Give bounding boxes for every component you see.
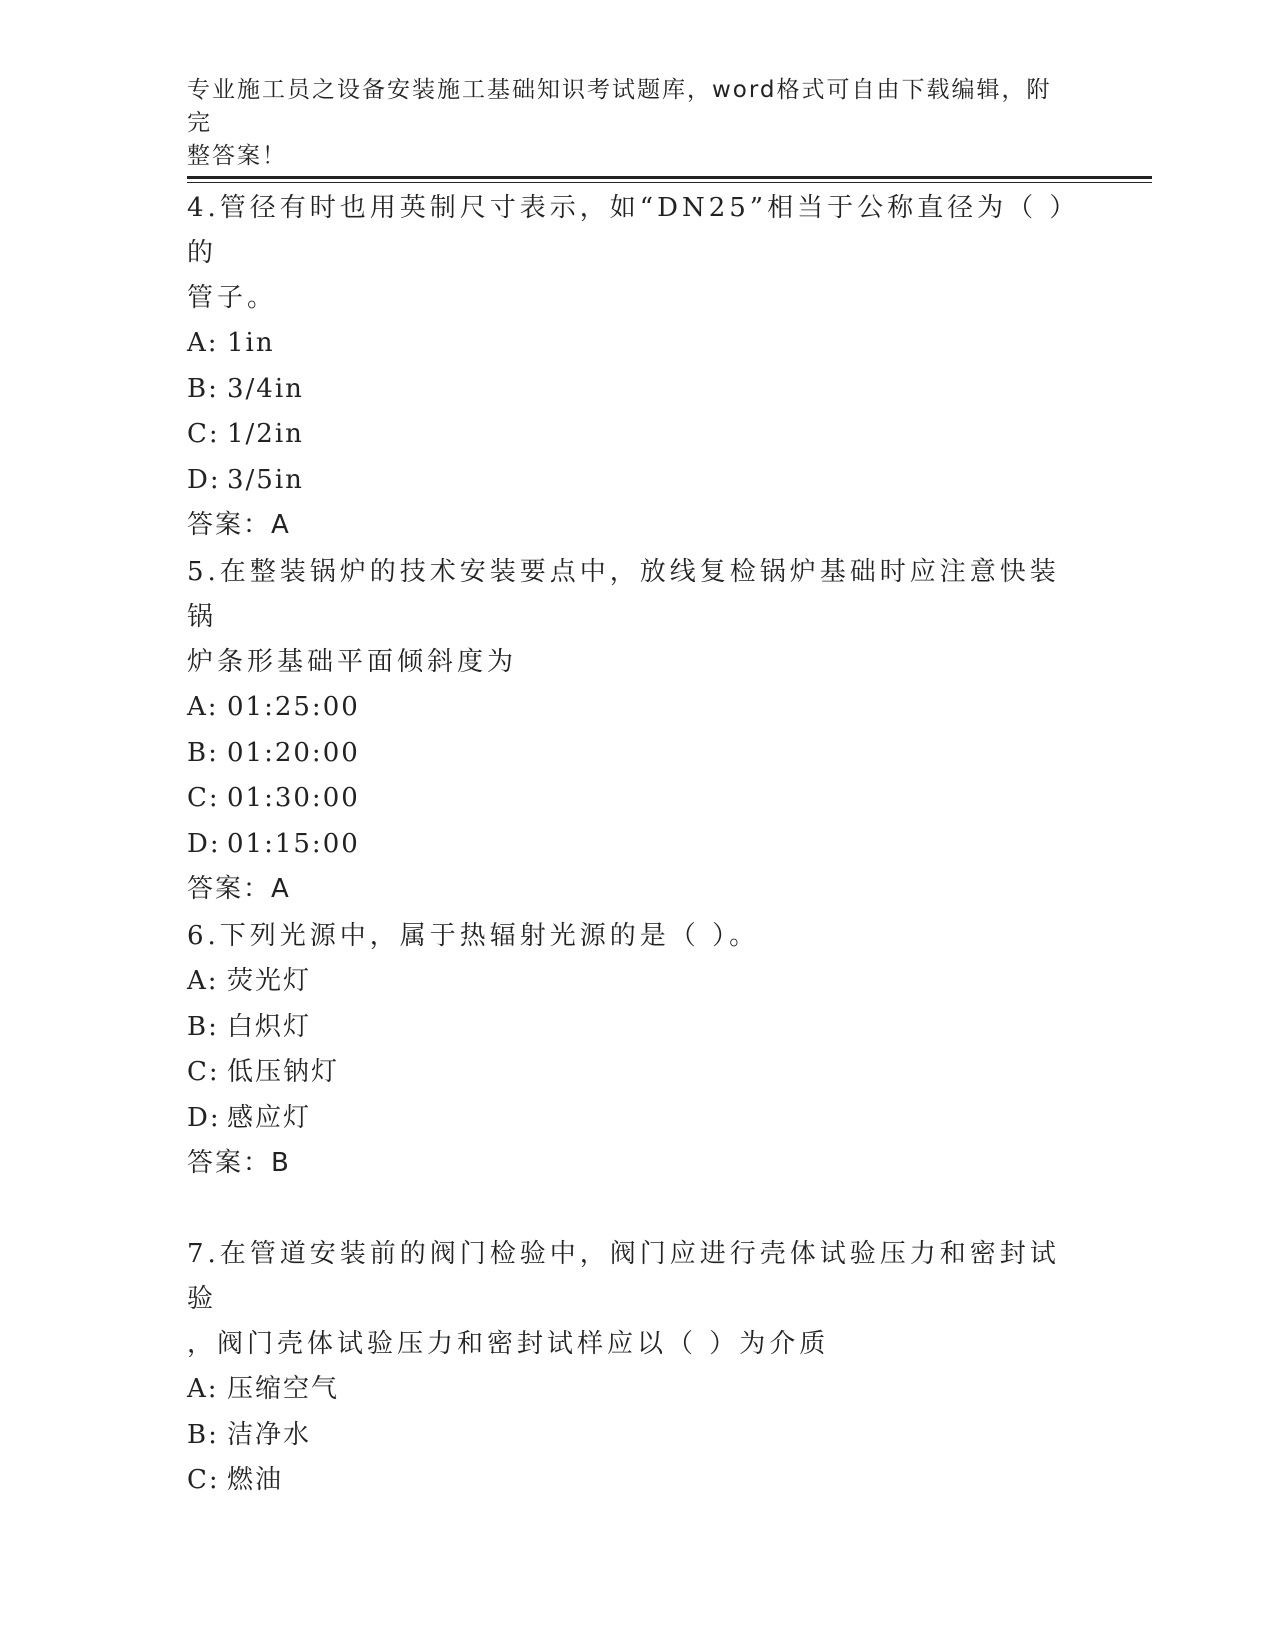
option-key: A: <box>187 1374 219 1404</box>
option-key: D: <box>187 828 221 859</box>
answer-line: 答案：A <box>187 510 291 540</box>
option-text: 白炽灯 <box>227 1011 312 1042</box>
option-c <box>187 776 1087 822</box>
option-b <box>187 731 1087 777</box>
header-divider-thick <box>187 176 1152 179</box>
question-stem-line-1: 4.管径有时也用英制尺寸表示，如“DN25”相当于公称直径为（ ）的 <box>187 193 1080 268</box>
option-key: B: <box>187 737 219 768</box>
option-d <box>187 1096 1087 1142</box>
option-d <box>187 822 1087 868</box>
question-7 <box>187 1232 1087 1504</box>
option-key: C: <box>187 1465 220 1495</box>
question-stem-line-2: 炉条形基础平面倾斜度为 <box>187 647 518 677</box>
option-text: 压缩空气 <box>227 1374 340 1404</box>
option-b <box>187 367 1087 413</box>
option-text: 1/2in <box>227 419 304 449</box>
option-key: C: <box>187 783 220 813</box>
option-key: A: <box>187 692 219 722</box>
header-title-line-1: 专业施工员之设备安装施工基础知识考试题库，word格式可自由下载编辑，附完 <box>187 77 1052 136</box>
option-text: 3/4in <box>227 373 304 404</box>
option-a <box>187 685 1087 731</box>
option-key: A: <box>187 328 219 358</box>
option-c <box>187 1458 1087 1504</box>
option-text: 低压钠灯 <box>227 1057 340 1087</box>
option-key: B: <box>187 1011 219 1042</box>
option-text: 感应灯 <box>227 1102 312 1133</box>
option-text: 1in <box>227 328 275 358</box>
question-4 <box>187 186 1087 548</box>
question-stem-line-1: 7.在管道安装前的阀门检验中，阀门应进行壳体试验压力和密封试验 <box>187 1239 1060 1314</box>
header-title-line-2: 整答案！ <box>187 143 287 169</box>
option-text: 3/5in <box>227 464 304 495</box>
question-stem-line-2: ，阀门壳体试验压力和密封试样应以（ ）为介质 <box>187 1329 830 1359</box>
option-text: 01:25:00 <box>227 692 360 722</box>
question-5 <box>187 550 1087 912</box>
option-a <box>187 959 1087 1005</box>
option-text: 荧光灯 <box>227 966 312 996</box>
question-stem-line-1: 6.下列光源中，属于热辐射光源的是（ ）。 <box>187 921 760 951</box>
option-text: 01:30:00 <box>227 783 360 813</box>
option-key: A: <box>187 966 219 996</box>
option-text: 01:15:00 <box>227 828 360 859</box>
option-c <box>187 1050 1087 1096</box>
option-text: 01:20:00 <box>227 737 360 768</box>
option-a <box>187 1367 1087 1413</box>
option-key: C: <box>187 1057 220 1087</box>
document-header <box>187 74 1067 173</box>
question-stem-line-1: 5.在整装锅炉的技术安装要点中，放线复检锅炉基础时应注意快装锅 <box>187 557 1060 632</box>
option-key: D: <box>187 464 221 495</box>
option-b <box>187 1413 1087 1459</box>
option-key: C: <box>187 419 220 449</box>
question-stem-line-2: 管子。 <box>187 283 278 313</box>
header-divider-thin <box>187 182 1152 183</box>
option-a <box>187 321 1087 367</box>
answer-line: 答案：B <box>187 1148 291 1178</box>
question-6 <box>187 914 1087 1186</box>
option-key: B: <box>187 373 219 404</box>
answer-line: 答案：A <box>187 874 291 904</box>
option-c <box>187 412 1087 458</box>
option-key: D: <box>187 1102 221 1133</box>
option-text: 洁净水 <box>227 1419 312 1450</box>
option-d <box>187 458 1087 504</box>
option-text: 燃油 <box>227 1465 284 1495</box>
option-key: B: <box>187 1419 219 1450</box>
option-b <box>187 1005 1087 1051</box>
